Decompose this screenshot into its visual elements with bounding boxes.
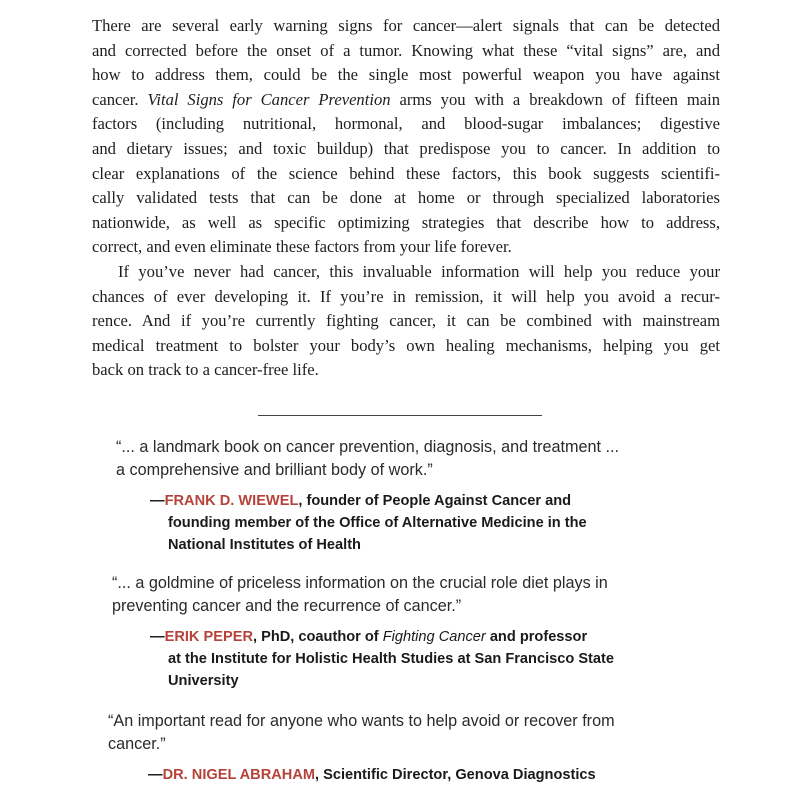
quote-line: “An important read for anyone who wants to help avoid or recover from [108,712,615,730]
text-line: There are several early warning signs for cancer—alert signals that can be detected [92,16,720,35]
text-line: rence. And if you’re currently fighting cancer, it can be combined with mainstream [92,311,720,331]
text-line: nationwide, as well as specific optimizing strategies that describe how to address, [92,212,720,232]
attribution-line: at the Institute for Holistic Health Studies at San Francisco State [168,651,615,668]
testimonial-quote-3 [108,710,615,755]
text-line: and corrected before the onset of a tumor. Knowing what these “vital signs” are, and [92,40,720,60]
section-divider [258,415,542,416]
attribution-line [150,490,587,512]
text-line: factors (including nutritional, hormonal, and blood-sugar imbalances; digestive [92,114,720,134]
quote-line: a comprehensive and brilliant body of work.” [116,460,433,479]
text-line: correct, and even eliminate these factors from your life forever. [92,237,512,257]
author-name: ERIK PEPER [164,629,253,645]
book-description [92,14,720,383]
author-affiliation: and professor [485,629,588,645]
text-line: medical treatment to bolster your body’s own healing mechanisms, helping you get [92,335,720,355]
author-affiliation: , PhD, coauthor of [253,629,383,645]
attribution-3 [148,764,596,786]
testimonial-quote-1 [116,436,619,481]
book-title: Vital Signs for Cancer Prevention [147,89,391,109]
attribution-2 [150,626,614,693]
paragraph-1 [92,14,720,260]
text-line: back on track to a cancer-free life. [92,360,319,380]
quote-line: cancer.” [108,734,166,753]
author-affiliation: , founder of People Against Cancer and [298,493,572,509]
author-name: FRANK D. WIEWEL [164,493,299,509]
attribution-1 [150,490,587,557]
text-line: cally validated tests that can be done at home or through specialized laboratories [92,188,720,208]
text-fragment: arms you with a breakdown of fifteen main [399,89,721,109]
quote-line: preventing cancer and the recurrence of cancer.” [112,596,462,615]
text-fragment: cancer. [92,89,139,109]
testimonial-quote-2 [112,572,608,617]
paragraph-2 [92,260,720,383]
text-line: clear explanations of the science behind these factors, this book suggests scientifi- [92,163,720,183]
em-dash: — [148,767,163,783]
text-line: If you’ve never had cancer, this invaluable information will help you reduce your [118,261,720,281]
text-line: chances of ever developing it. If you’re in remission, it will help you avoid a recur- [92,286,720,306]
attribution-line [148,764,596,786]
quote-line: “... a landmark book on cancer prevention, diagnosis, and treatment ... [116,438,619,456]
em-dash: — [150,629,165,645]
attribution-line: National Institutes of Health [168,537,361,554]
attribution-line [150,626,614,648]
author-name: DR. NIGEL ABRAHAM [162,767,316,783]
text-line: how to address them, could be the single most powerful weapon you have against [92,65,720,85]
text-line: and dietary issues; and toxic buildup) that predispose you to cancer. In addition to [92,138,720,158]
attribution-line: University [168,673,239,690]
text-line-with-title [92,88,720,113]
book-title: Fighting Cancer [382,629,486,645]
author-affiliation: , Scientific Director, Genova Diagnostics [315,767,596,783]
attribution-line: founding member of the Office of Alternative Medicine in the [168,515,587,532]
em-dash: — [150,493,165,509]
quote-line: “... a goldmine of priceless information on the crucial role diet plays in [112,574,608,592]
